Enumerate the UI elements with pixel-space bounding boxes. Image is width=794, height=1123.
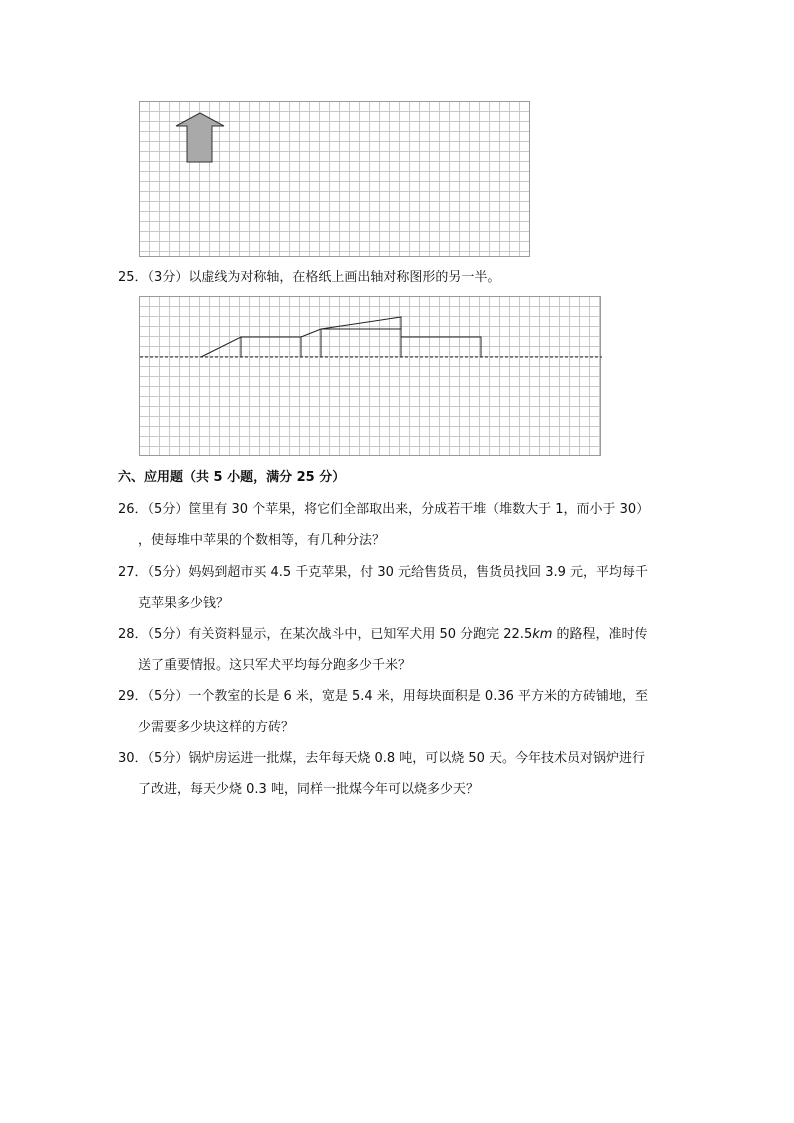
- q26-line2: ，使每堆中苹果的个数相等，有几种分法？: [138, 533, 386, 548]
- q28-text-a: 28．（5分）有关资料显示，在某次战斗中，已知军犬用 50 分跑完: [118, 627, 504, 642]
- up-arrow-shape: [176, 113, 224, 162]
- section-title: 六、应用题（共 5 小题，满分 25 分）: [118, 470, 346, 485]
- half-figure-edge: [301, 317, 401, 357]
- q25-figure: [140, 297, 602, 457]
- q30-line1: 30．（5分）锅炉房运进一批煤，去年每天烧 0.8 吨，可以烧 50 天。今年技术员对锅炉进行: [118, 751, 646, 766]
- q24-grid-paper: [139, 101, 530, 257]
- q28-text-d: 的路程，准时传: [552, 627, 648, 642]
- q29-line2: 少需要多少块这样的方砖？: [138, 720, 295, 735]
- q28-line2: 送了重要情报。这只军犬平均每分跑多少千米？: [138, 658, 412, 673]
- q30-line2: 了改进，每天少烧 0.3 吨，同样一批煤今年可以烧多少天？: [138, 782, 479, 797]
- q24-figure: [140, 102, 531, 258]
- q28-distance-value: 22.5: [503, 627, 533, 642]
- q25-question: 25．（3分）以虚线为对称轴，在格纸上画出轴对称图形的另一半。: [118, 270, 501, 285]
- half-figure-edge: [401, 337, 481, 357]
- half-figure-outline: [201, 337, 301, 357]
- q27-line1: 27．（5分）妈妈到超市买 4.5 千克苹果，付 30 元给售货员，售货员找回 3.9 元，平均每千: [118, 565, 648, 580]
- q27-line2: 克苹果多少钱？: [138, 596, 230, 611]
- q28-line1: [118, 625, 678, 645]
- q25-grid-paper: [139, 296, 601, 456]
- q28-unit-km: km: [532, 627, 553, 642]
- q29-line1: 29．（5分）一个教室的长是 6 米，宽是 5.4 米，用每块面积是 0.36 平方米的方砖铺地，至: [118, 689, 648, 704]
- q26-line1: 26．（5分）筐里有 30 个苹果，将它们全部取出来，分成若干堆（堆数大于 1，而小于 30）: [118, 502, 650, 517]
